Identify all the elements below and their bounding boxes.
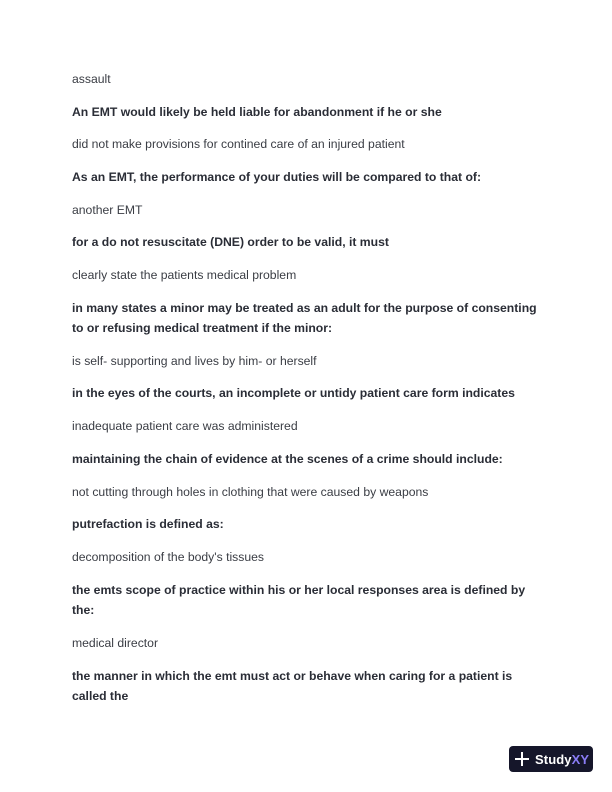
question-text: for a do not resuscitate (DNE) order to be valid, it must: [72, 235, 389, 249]
question-text: in the eyes of the courts, an incomplete or untidy patient care form indicates: [72, 386, 515, 400]
answer-text: inadequate patient care was administered: [72, 419, 298, 433]
question-text: As an EMT, the performance of your duties will be compared to that of:: [72, 170, 482, 184]
answer-text: is self- supporting and lives by him- or herself: [72, 354, 317, 368]
brand-main: Study: [535, 751, 572, 767]
brand-logo-text: [535, 752, 589, 767]
answer-text: another EMT: [72, 203, 143, 217]
question-text: putrefaction is defined as:: [72, 517, 224, 531]
question-text: the manner in which the emt must act or behave when caring for a patient is called the: [72, 669, 513, 703]
studyxy-badge[interactable]: [509, 746, 593, 772]
answer-text: medical director: [72, 636, 159, 650]
answer-text: did not make provisions for contined care of an injured patient: [72, 137, 405, 151]
question-text: in many states a minor may be treated as an adult for the purpose of consenting to or refusing medical treatment if the minor:: [72, 301, 537, 335]
plus-icon: [515, 752, 529, 766]
answer-text: decomposition of the body's tissues: [72, 550, 265, 564]
question-text: maintaining the chain of evidence at the scenes of a crime should include:: [72, 452, 503, 466]
answer-text: clearly state the patients medical problem: [72, 268, 297, 282]
brand-accent: XY: [571, 751, 590, 767]
answer-text: assault: [72, 72, 111, 86]
question-text: An EMT would likely be held liable for abandonment if he or she: [72, 105, 442, 119]
answer-text: not cutting through holes in clothing that were caused by weapons: [72, 485, 429, 499]
question-text: the emts scope of practice within his or her local responses area is defined by the:: [72, 583, 526, 617]
